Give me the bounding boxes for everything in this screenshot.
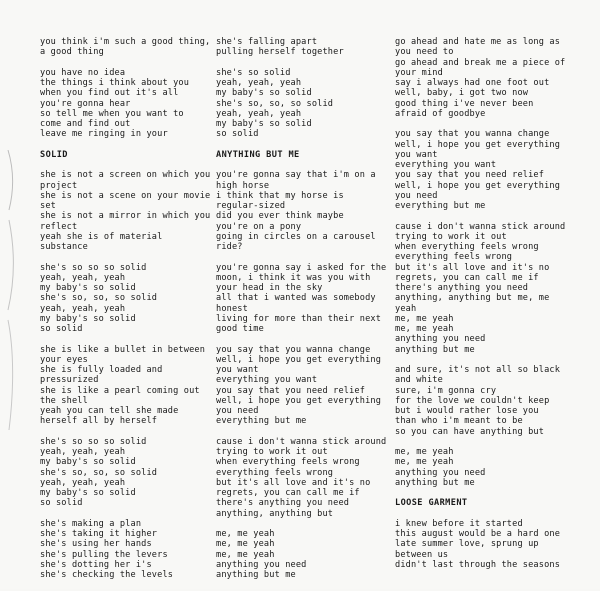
lyric-line: anything you need bbox=[395, 467, 486, 478]
lyric-line: you're gonna say that i'm on a bbox=[216, 170, 376, 181]
lyric-line: she's using her hands bbox=[40, 539, 152, 550]
lyric-line: you want bbox=[216, 365, 259, 375]
lyric-line: didn't last through the seasons bbox=[395, 559, 561, 570]
lyric-line: my baby's so solid bbox=[216, 88, 312, 99]
stanza bbox=[395, 447, 565, 488]
lyric-line: high horse bbox=[216, 180, 270, 191]
lyric-line: my baby's so solid bbox=[40, 488, 136, 498]
lyric-line: she is fully loaded and bbox=[40, 365, 163, 375]
lyric-line: well, i hope you get everything bbox=[395, 180, 561, 191]
lyric-line: me, me yeah bbox=[216, 549, 275, 560]
lyric-line: reflect bbox=[40, 221, 78, 232]
lyric-line: she is not a screen on which you bbox=[40, 170, 211, 181]
binding-edge-mark bbox=[6, 150, 16, 430]
lyric-line: she's taking it higher bbox=[40, 529, 158, 539]
lyric-line: leave me ringing in your bbox=[40, 129, 168, 140]
lyric-line: you say that you need relief bbox=[216, 385, 366, 396]
stanza bbox=[216, 37, 386, 58]
lyric-line: come and find out bbox=[40, 119, 131, 129]
lyric-line: good thing i've never been bbox=[395, 98, 534, 109]
lyric-line: so solid bbox=[40, 324, 83, 334]
lyric-line: she is like a bullet in between bbox=[40, 344, 206, 355]
lyric-line: anything you need bbox=[395, 334, 486, 345]
lyric-line: go ahead and hate me as long as bbox=[395, 37, 561, 47]
lyric-line: cause i don't wanna stick around bbox=[395, 221, 566, 232]
lyric-line: she is not a mirror in which you bbox=[40, 211, 211, 222]
lyric-line: you want bbox=[395, 149, 438, 160]
song-title: ANYTHING BUT ME bbox=[216, 149, 300, 160]
lyric-line: your head in the sky bbox=[216, 283, 323, 293]
lyric-line: did you ever think maybe bbox=[216, 211, 344, 222]
lyric-line: my baby's so solid bbox=[40, 313, 136, 324]
lyric-line: she's so solid bbox=[216, 67, 291, 78]
lyric-line: ride? bbox=[216, 242, 243, 252]
lyric-line: late summer love, sprung up bbox=[395, 539, 539, 550]
lyric-line: so you can have anything but bbox=[395, 426, 545, 437]
lyric-line: you need bbox=[395, 190, 438, 201]
lyric-line: me, me yeah bbox=[395, 447, 454, 457]
lyric-line: yeah, yeah, yeah bbox=[40, 477, 126, 488]
lyric-line: regrets, you can call me if bbox=[216, 488, 360, 498]
lyric-line: say i always had one foot out bbox=[395, 78, 550, 88]
lyric-line: regrets, you can call me if bbox=[395, 272, 539, 283]
lyric-line: anything but me bbox=[395, 344, 475, 355]
lyric-line: so solid bbox=[216, 129, 259, 140]
song-title: LOOSE GARMENT bbox=[395, 498, 468, 509]
lyric-line: but it's all love and it's no bbox=[216, 477, 371, 488]
song-title: SOLID bbox=[40, 149, 68, 160]
stanza bbox=[395, 222, 565, 355]
lyric-line: yeah you can tell she made bbox=[40, 406, 179, 416]
stanza bbox=[40, 437, 210, 509]
lyric-line: living for more than their next bbox=[216, 313, 382, 324]
stanza bbox=[216, 68, 386, 140]
lyric-line: yeah, yeah, yeah bbox=[40, 303, 126, 314]
lyric-line: going in circles on a carousel bbox=[216, 231, 376, 242]
stanza bbox=[216, 170, 386, 252]
lyric-line: go ahead and break me a piece of bbox=[395, 57, 566, 68]
lyric-line: but i would rather lose you bbox=[395, 406, 539, 416]
lyric-line: cause i don't wanna stick around bbox=[216, 436, 387, 447]
lyric-line: you're gonna hear bbox=[40, 98, 131, 109]
stanza bbox=[216, 529, 386, 580]
lyric-line: pulling herself together bbox=[216, 47, 344, 58]
lyric-line: me, me yeah bbox=[395, 324, 454, 334]
stanza bbox=[40, 68, 210, 140]
lyric-line: me, me yeah bbox=[216, 529, 275, 539]
lyric-line: my baby's so solid bbox=[216, 119, 312, 129]
lyric-line: moon, i think it was you with bbox=[216, 272, 371, 283]
lyric-line: everything you want bbox=[395, 160, 497, 170]
lyric-line: me, me yeah bbox=[216, 539, 275, 550]
lyrics-column-1 bbox=[40, 37, 210, 591]
song-title-block bbox=[395, 498, 565, 508]
lyric-line: than who i'm meant to be bbox=[395, 416, 523, 427]
lyric-line: she is like a pearl coming out bbox=[40, 385, 200, 396]
lyric-line: there's anything you need bbox=[395, 283, 529, 293]
lyric-line: my baby's so solid bbox=[40, 283, 136, 293]
lyric-line: you're on a pony bbox=[216, 221, 302, 232]
lyric-line: she's so, so, so solid bbox=[40, 293, 158, 304]
lyric-line: everything but me bbox=[395, 201, 486, 211]
lyric-line: she's so so so solid bbox=[40, 262, 147, 273]
lyric-line: and white bbox=[395, 375, 443, 386]
lyric-line: everything but me bbox=[216, 416, 307, 427]
lyric-line: you say that you wanna change bbox=[395, 129, 550, 140]
lyric-line: yeah, yeah, yeah bbox=[216, 78, 302, 88]
lyrics-column-2 bbox=[216, 37, 386, 591]
lyric-line: the shell bbox=[40, 395, 88, 406]
lyric-line: set bbox=[40, 201, 56, 211]
lyric-line: she's dotting her i's bbox=[40, 559, 152, 570]
lyric-line: herself all by herself bbox=[40, 416, 158, 427]
lyric-line: so solid bbox=[40, 498, 83, 509]
lyric-line: yeah, yeah, yeah bbox=[40, 272, 126, 283]
lyric-line: afraid of goodbye bbox=[395, 108, 486, 119]
lyric-line: well, baby, i got two now bbox=[395, 88, 529, 99]
lyric-line: anything but me bbox=[395, 477, 475, 488]
lyric-line: my baby's so solid bbox=[40, 457, 136, 468]
lyric-line: you need to bbox=[395, 47, 454, 58]
lyric-line: yeah, yeah, yeah bbox=[216, 108, 302, 119]
lyric-line: everything you want bbox=[216, 375, 318, 386]
lyric-line: well, i hope you get everything bbox=[395, 139, 561, 150]
stanza bbox=[395, 37, 565, 119]
stanza bbox=[40, 345, 210, 427]
lyric-line: she's so, so, so solid bbox=[40, 467, 158, 478]
lyric-line: but it's all love and it's no bbox=[395, 262, 550, 273]
stanza bbox=[40, 263, 210, 335]
lyric-line: so tell me when you want to bbox=[40, 108, 184, 119]
lyric-line: for the love we couldn't keep bbox=[395, 395, 550, 406]
lyric-line: when everything feels wrong bbox=[216, 457, 360, 468]
stanza bbox=[395, 129, 565, 211]
lyric-line: anything, anything but me, me bbox=[395, 293, 550, 304]
stanza bbox=[395, 519, 565, 570]
stanza bbox=[40, 170, 210, 252]
lyric-line: trying to work it out bbox=[216, 447, 328, 457]
lyrics-column-3 bbox=[395, 37, 565, 580]
lyric-line: you think i'm such a good thing, bbox=[40, 37, 211, 47]
lyric-line: i knew before it started bbox=[395, 518, 523, 529]
lyric-line: she's pulling the levers bbox=[40, 549, 168, 560]
lyric-line: yeah bbox=[395, 303, 417, 314]
lyric-line: your eyes bbox=[40, 354, 88, 365]
lyric-line: and sure, it's not all so black bbox=[395, 365, 561, 375]
lyric-line: anything but me bbox=[216, 570, 296, 580]
lyric-line: pressurized bbox=[40, 375, 99, 386]
lyric-line: me, me yeah bbox=[395, 313, 454, 324]
lyric-line: anything you need bbox=[216, 559, 307, 570]
lyric-line: she's falling apart bbox=[216, 37, 318, 47]
lyric-line: anything, anything but bbox=[216, 508, 334, 519]
lyric-line: well, i hope you get everything bbox=[216, 354, 382, 365]
lyric-line: everything feels wrong bbox=[395, 252, 513, 263]
lyric-line: well, i hope you get everything bbox=[216, 395, 382, 406]
lyric-line: yeah, yeah, yeah bbox=[40, 447, 126, 457]
lyric-line: trying to work it out bbox=[395, 231, 507, 242]
lyric-line: i think that my horse is bbox=[216, 190, 344, 201]
lyric-line: she's so so so solid bbox=[40, 436, 147, 447]
lyric-line: your mind bbox=[395, 67, 443, 78]
lyric-line: she's making a plan bbox=[40, 518, 142, 529]
lyric-line: honest bbox=[216, 303, 248, 314]
stanza bbox=[395, 365, 565, 437]
stanza bbox=[40, 37, 210, 58]
song-title-block bbox=[216, 150, 386, 160]
stanza bbox=[40, 519, 210, 581]
lyric-line: the things i think about you bbox=[40, 78, 190, 88]
lyric-line: you say that you wanna change bbox=[216, 344, 371, 355]
stanza bbox=[216, 437, 386, 519]
lyric-line: all that i wanted was somebody bbox=[216, 293, 376, 304]
lyric-line: me, me yeah bbox=[395, 457, 454, 468]
lyric-line: she is not a scene on your movie bbox=[40, 190, 211, 201]
lyric-line: you're gonna say i asked for the bbox=[216, 262, 387, 273]
song-title-block bbox=[40, 150, 210, 160]
stanza bbox=[216, 345, 386, 427]
lyric-line: substance bbox=[40, 242, 88, 252]
lyric-line: there's anything you need bbox=[216, 498, 350, 509]
lyric-line: you say that you need relief bbox=[395, 170, 545, 181]
lyric-line: when you find out it's all bbox=[40, 88, 179, 99]
lyric-line: she's checking the levels bbox=[40, 570, 174, 580]
lyric-line: she's so, so, so solid bbox=[216, 98, 334, 109]
lyric-line: this august would be a hard one bbox=[395, 529, 561, 539]
lyric-line: regular-sized bbox=[216, 201, 286, 211]
lyric-line: good time bbox=[216, 324, 264, 334]
lyric-line: you need bbox=[216, 406, 259, 416]
lyric-line: project bbox=[40, 180, 78, 191]
lyric-line: everything feels wrong bbox=[216, 467, 334, 478]
lyric-line: between us bbox=[395, 549, 449, 560]
lyric-line: yeah she is of material bbox=[40, 231, 163, 242]
stanza bbox=[216, 263, 386, 335]
lyric-line: a good thing bbox=[40, 47, 104, 58]
lyric-line: when everything feels wrong bbox=[395, 242, 539, 252]
lyric-line: you have no idea bbox=[40, 67, 126, 78]
lyric-line: sure, i'm gonna cry bbox=[395, 385, 497, 396]
